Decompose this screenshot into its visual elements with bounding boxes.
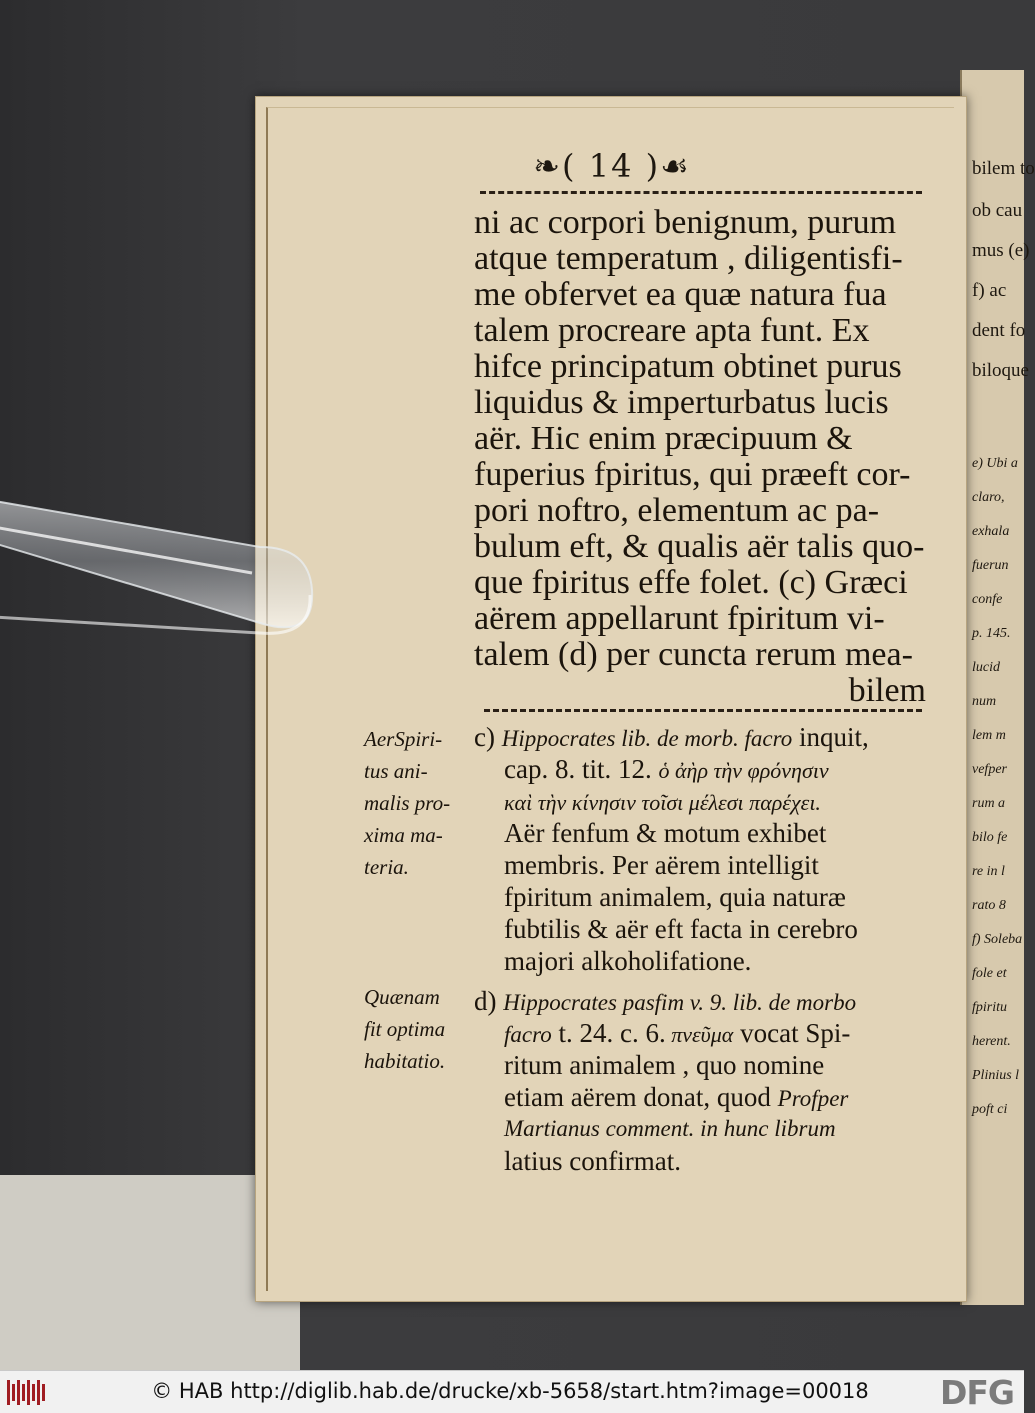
footnote-d-line: ritum animalem , quo nomine [504,1050,825,1080]
text-line: bulum eft, & qualis aër talis quo- [474,528,925,565]
footnotes [474,721,926,1177]
footnote-ref: Profper [777,1086,849,1111]
facing-note: fole et [972,966,1007,981]
text-line: que fpiritus effe folet. (c) Græci [474,564,908,601]
facing-note: re in l [972,864,1005,879]
facing-note: num [972,694,997,709]
facing-note: vefper [972,762,1007,777]
footnote-text: cap. 8. tit. 12. [504,754,652,784]
footnote-mark: c) [474,722,495,752]
facing-note: herent. [972,1034,1011,1049]
facing-note: fpiritu [972,1000,1008,1015]
text-line: talem (d) per cuncta rerum mea- [474,636,913,673]
footnote-mark: d) [474,986,497,1016]
facing-note: lem m [972,728,1006,743]
page-header: ❧( 14 )☙ [533,147,691,185]
margin-note-1 [364,723,474,883]
facing-note: bilo fe [972,830,1008,845]
margin-line: malis pro- [364,791,451,815]
footnote-c-line [474,721,926,753]
text-line: aër. Hic enim præcipuum & [474,420,853,457]
margin-line: teria. [364,855,409,879]
footnote-c-line: fpiritum animalem, quia naturæ [504,882,846,912]
footnote-ref: Hippocrates pasfim v. 9. lib. de morbo [503,990,857,1015]
greek-text: ὁ ἀὴρ τὴν φρόνησιν [658,758,829,783]
catchword: bilem [848,672,926,709]
facing-note: rum a [972,796,1006,811]
facing-note: Plinius l [972,1068,1020,1083]
footnote-ref: facro [504,1022,552,1047]
greek-text: καὶ τὴν κίνησιν τοῖσι μέλεσι παρέχει. [504,790,821,815]
margin-line: xima ma- [364,823,443,847]
header-rule [480,191,922,194]
facing-text: f) ac [972,280,1007,301]
text-line: hifce principatum obtinet purus [474,348,902,385]
footnote-c-line: membris. Per aërem intelligit [504,850,819,880]
margin-line: AerSpiri- [364,727,443,751]
footnote-d-line [474,1081,926,1113]
facing-page-fragment [960,70,1035,1305]
facing-text: mus (e) [972,240,1030,261]
main-text [474,205,926,709]
footnote-d-line [474,1017,926,1049]
footnote-rule [484,709,922,712]
text-line: ni ac corpori benignum, purum [474,204,897,241]
facing-note: f) Soleba [972,932,1023,947]
facing-note: poft ci [972,1102,1008,1117]
footnote-c-line: Aër fenfum & motum exhibet [504,818,827,848]
footnote-text: etiam aërem donat, quod [504,1082,778,1112]
facing-text: ob cau [972,200,1023,221]
footnote-text: inquit, [792,722,869,752]
margin-line: Quænam [364,985,440,1009]
text-line: pori noftro, elementum ac pa- [474,492,880,529]
text-line: talem procreare apta funt. Ex [474,312,870,349]
dfg-logo: DFG [939,1373,1014,1412]
text-line: atque temperatum , diligentisfi- [474,240,903,277]
margin-note-2 [364,981,474,1077]
greek-text: πνεῦμα [665,1022,734,1047]
hab-logo-icon [6,1380,50,1405]
footnote-c-line [474,785,926,817]
footnote-d-line: Martianus comment. in hunc librum [504,1116,836,1141]
footer-bar [0,1370,1024,1413]
footnote-c-line: majori alkoholifatione. [504,946,752,976]
footnote-c-line [474,753,926,785]
footnote-ref: Hippocrates lib. de morb. facro [501,726,793,751]
footnote-text: t. 24. c. 6. [551,1018,666,1048]
book-page [255,96,967,1302]
facing-note: fuerun [972,558,1009,573]
facing-text: biloque [972,360,1029,381]
facing-text: bilem to [972,158,1035,179]
footnote-c-line: fubtilis & aër eft facta in cerebro [504,914,858,944]
facing-note: claro, [972,490,1005,505]
facing-note: confe [972,592,1003,607]
text-line: liquidus & imperturbatus lucis [474,384,889,421]
margin-line: habitatio. [364,1049,446,1073]
margin-line: fit optima [364,1017,446,1041]
facing-text: dent fo [972,320,1026,341]
text-line: me obfervet ea quæ natura fua [474,276,887,313]
footnote-d-line: latius confirmat. [504,1146,681,1176]
text-line: fuperius fpiritus, qui præeft cor- [474,456,911,493]
facing-note: exhala [972,524,1010,539]
facing-note: p. 145. [972,626,1011,641]
margin-line: tus ani- [364,759,428,783]
facing-note: lucid [972,660,1000,675]
facing-note: e) Ubi a [972,456,1018,471]
text-line: aërem appellarunt fpiritum vi- [474,600,885,637]
copyright-link[interactable]: © HAB http://diglib.hab.de/drucke/xb-5658/start.htm?image=00018 [151,1379,869,1403]
footnote-text: vocat Spi- [733,1018,851,1048]
facing-note: rato 8 [972,898,1006,913]
footnote-d-line [474,985,926,1017]
